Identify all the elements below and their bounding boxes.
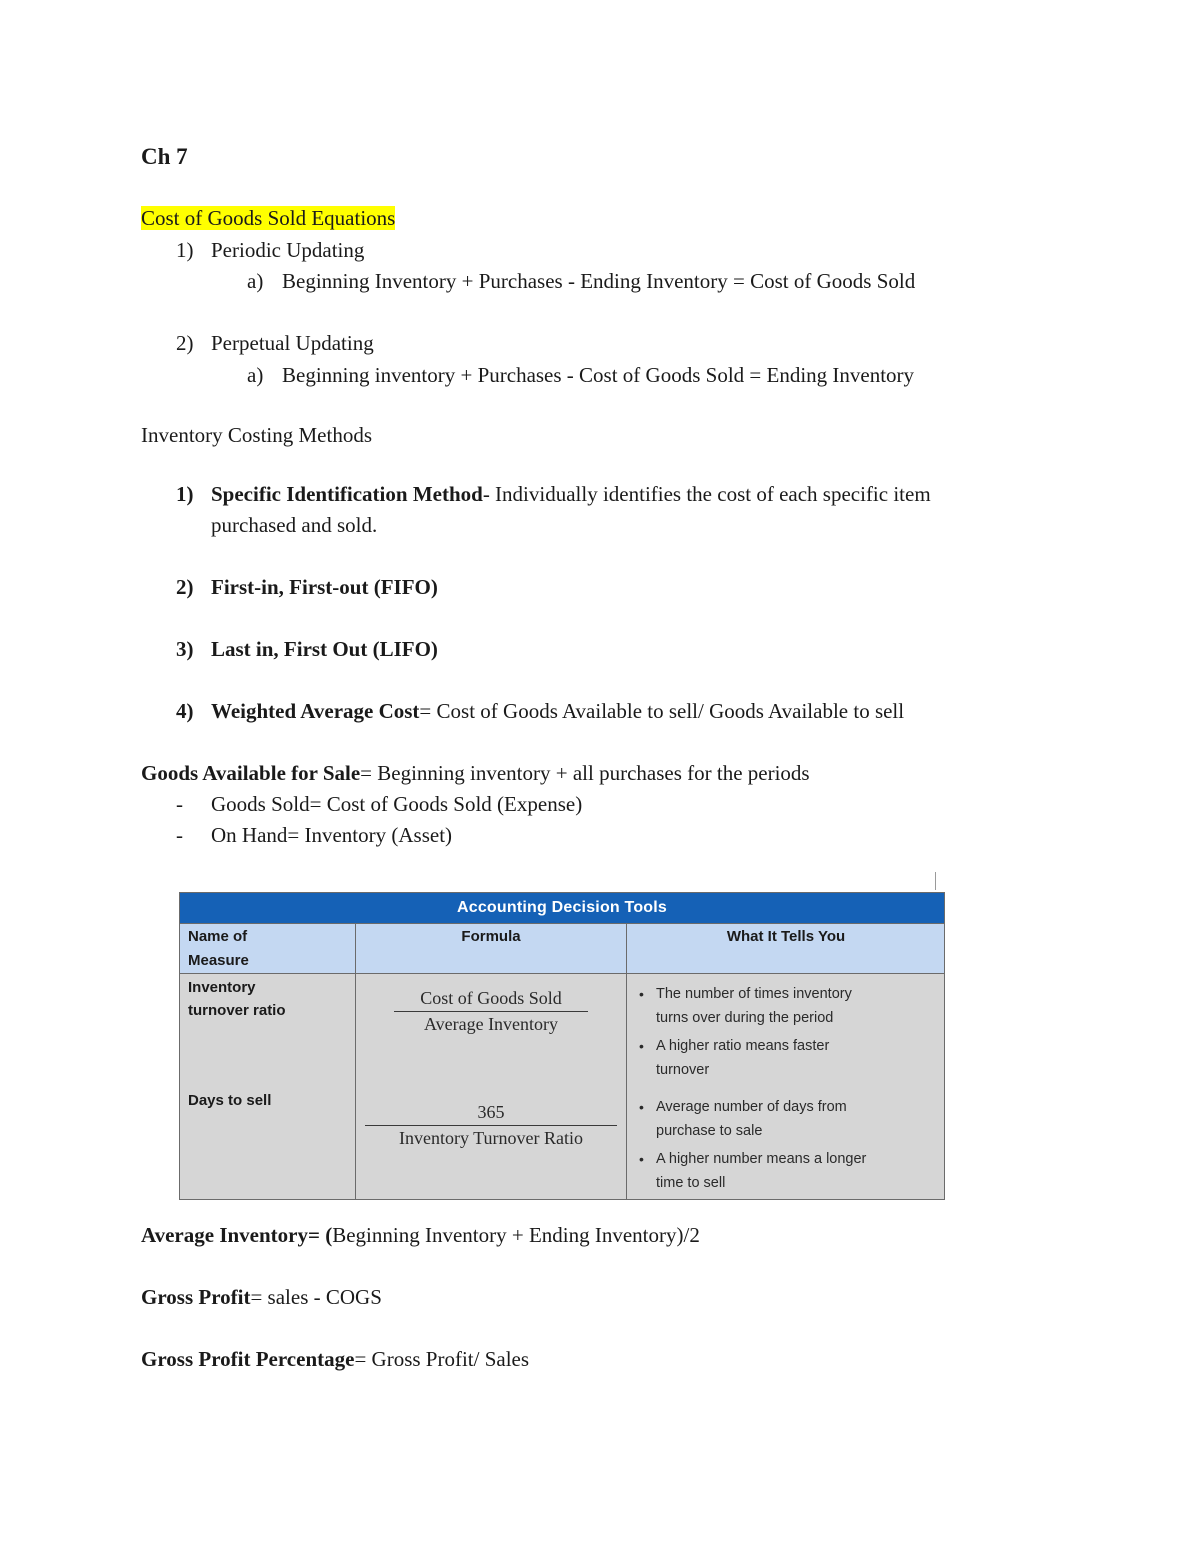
- denominator: Average Inventory: [423, 1014, 559, 1034]
- goods-bullet: [176, 823, 452, 848]
- measure-line: turnover ratio: [188, 1002, 286, 1019]
- formula-gross-profit: [141, 1285, 382, 1310]
- term: Gross Profit: [141, 1285, 251, 1309]
- method-title: Last in, First Out (LIFO): [211, 637, 438, 661]
- accounting-decision-tools-table: [179, 892, 945, 1200]
- bullet-line: turns over during the period: [656, 1010, 834, 1026]
- method-item-fifo: [176, 575, 438, 600]
- bullet-text: On Hand= Inventory (Asset): [211, 823, 453, 847]
- equation-text: Beginning inventory + Purchases - Cost of Goods Sold = Ending Inventory: [282, 363, 915, 387]
- term: Gross Profit Percentage: [141, 1347, 355, 1371]
- list-number: 1): [176, 238, 194, 262]
- column-divider: [626, 923, 627, 1199]
- formula-days-to-sell: [365, 1102, 617, 1149]
- expression: = sales - COGS: [250, 1285, 382, 1309]
- goods-available-line: [141, 761, 810, 786]
- fraction-bar: [394, 1011, 588, 1012]
- bullet-line: Average number of days from: [656, 1099, 847, 1115]
- method-item-weighted: [176, 699, 904, 724]
- cogs-sub-periodic: [247, 269, 915, 294]
- numerator: 365: [477, 1102, 505, 1122]
- list-letter: a): [247, 269, 264, 293]
- cogs-heading-text: Cost of Goods Sold Equations: [141, 206, 396, 230]
- method-item-specific: [176, 482, 931, 507]
- bullet-item: [639, 982, 852, 1030]
- list-number: 2): [176, 575, 194, 599]
- bullet-dot: •: [639, 1151, 644, 1167]
- term: Goods Available for Sale: [141, 761, 361, 785]
- method-description: = Cost of Goods Available to sell/ Goods Available to sell: [419, 699, 905, 723]
- expression: = Gross Profit/ Sales: [354, 1347, 530, 1371]
- list-letter: a): [247, 363, 264, 387]
- table-title: Accounting Decision Tools: [180, 893, 944, 923]
- formula-gross-profit-percentage: [141, 1347, 529, 1372]
- bullet-dot: •: [639, 1099, 644, 1115]
- bullet-item: [639, 1147, 867, 1195]
- expression: Beginning Inventory + Ending Inventory)/2: [332, 1223, 700, 1247]
- cogs-item-perpetual: [176, 331, 374, 356]
- bullet-line: The number of times inventory: [656, 986, 852, 1002]
- bullet-item: [639, 1034, 830, 1082]
- equals: = (: [308, 1223, 333, 1247]
- fraction-bar: [365, 1125, 617, 1126]
- method-description: - Individually identifies the cost of each specific item: [482, 482, 931, 506]
- bullet-dot: •: [639, 1038, 644, 1054]
- dash: -: [176, 792, 183, 816]
- goods-bullet: [176, 792, 582, 817]
- header-name-of-measure: [188, 925, 249, 973]
- term: Average Inventory: [141, 1223, 308, 1247]
- denominator: Inventory Turnover Ratio: [399, 1128, 583, 1148]
- equation-text: Beginning Inventory + Purchases - Ending Inventory = Cost of Goods Sold: [282, 269, 916, 293]
- header-formula: Formula: [461, 928, 521, 945]
- cogs-item-periodic: [176, 238, 364, 263]
- chapter-title: Ch 7: [141, 144, 188, 169]
- formula-inventory-turnover: [394, 988, 588, 1035]
- method-title: Specific Identification Method: [211, 482, 483, 506]
- bullet-line: purchase to sale: [656, 1123, 763, 1139]
- method-item-lifo: [176, 637, 438, 662]
- bullet-line: A higher ratio means faster: [656, 1038, 830, 1054]
- list-number: 3): [176, 637, 194, 661]
- cogs-heading: [141, 206, 395, 231]
- measure-inventory-turnover: [188, 976, 286, 1022]
- methods-heading: Inventory Costing Methods: [141, 423, 372, 447]
- bullet-item: [639, 1095, 847, 1143]
- column-divider: [355, 923, 356, 1199]
- list-number: 4): [176, 699, 194, 723]
- list-number: 2): [176, 331, 194, 355]
- text-cursor: [935, 872, 936, 890]
- header-line: Measure: [188, 952, 249, 969]
- bullet-dot: •: [639, 986, 644, 1002]
- measure-line: Inventory: [188, 979, 256, 996]
- measure-days-to-sell: Days to sell: [188, 1092, 272, 1109]
- dash: -: [176, 823, 183, 847]
- numerator: Cost of Goods Sold: [420, 988, 562, 1008]
- bullet-line: time to sell: [656, 1175, 726, 1191]
- header-what-it-tells: What It Tells You: [726, 928, 846, 945]
- header-line: Name of: [188, 928, 248, 945]
- list-item-label: Periodic Updating: [211, 238, 365, 262]
- bullet-text: Goods Sold= Cost of Goods Sold (Expense): [211, 792, 583, 816]
- list-number: 1): [176, 482, 194, 506]
- list-item-label: Perpetual Updating: [211, 331, 374, 355]
- definition: = Beginning inventory + all purchases for the periods: [360, 761, 810, 785]
- method-title: First-in, First-out (FIFO): [211, 575, 438, 599]
- formula-average-inventory: [141, 1223, 700, 1248]
- method-description-cont: purchased and sold.: [211, 513, 378, 537]
- bullet-line: A higher number means a longer: [656, 1151, 867, 1167]
- method-title: Weighted Average Cost: [211, 699, 420, 723]
- cogs-sub-perpetual: [247, 363, 914, 388]
- bullet-line: turnover: [656, 1062, 710, 1078]
